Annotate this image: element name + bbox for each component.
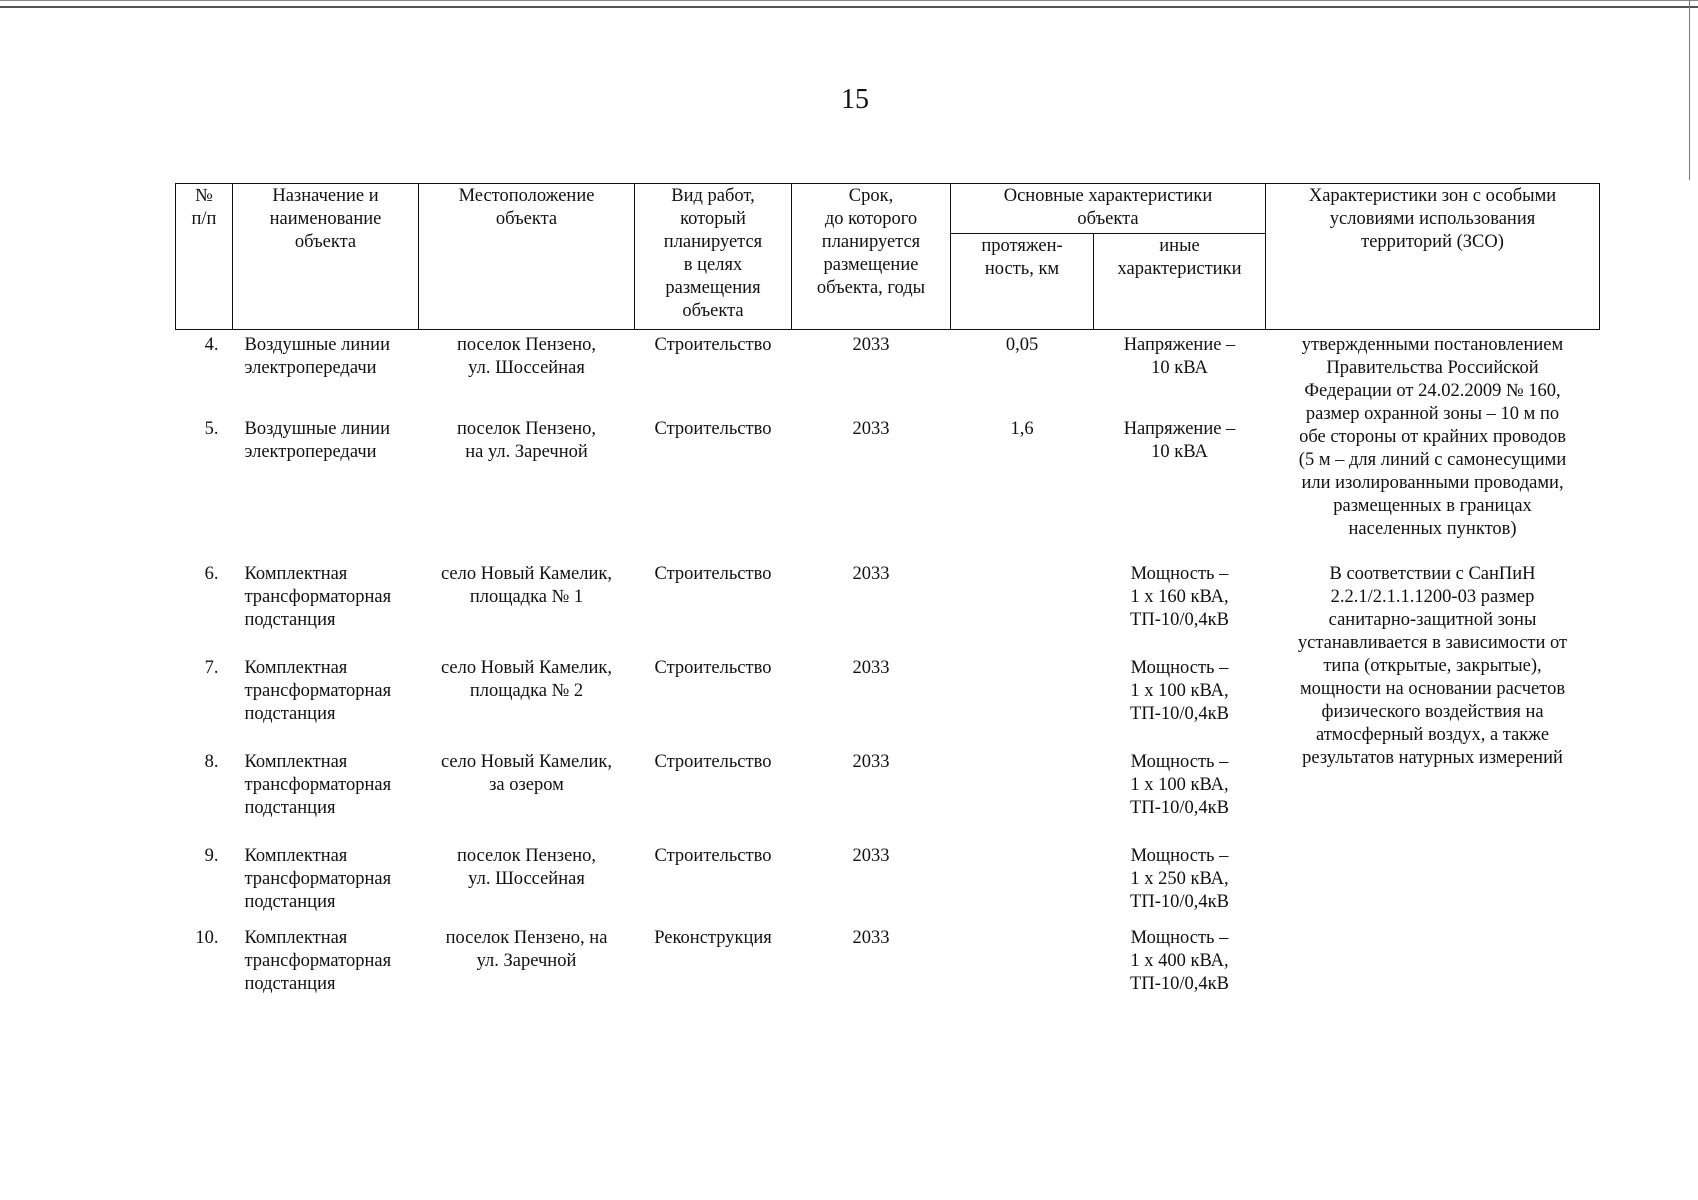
zone-substations: В соответствии с СанПиН 2.2.1/2.1.1.1200-03 размер санитарно-защитной зоны устанавливается в зависимости от типа (открытые, закрытые), мощности на основании расчетов физического воздействия на атмосферный воздух, а также результатов натурных измерений (1297, 563, 1568, 768)
row-other: Мощность – 1 х 100 кВА, ТП-10/0,4кВ (1130, 657, 1229, 724)
row-num: 4. (204, 335, 219, 355)
row-year: 2033 (852, 335, 890, 355)
page-number: 15 (841, 84, 869, 115)
header-other: иные характеристики (1094, 234, 1266, 330)
row-length (951, 751, 1094, 845)
row-num: 9. (204, 845, 219, 866)
row-length (951, 845, 1094, 927)
row-name: Комплектная трансформаторная подстанция (244, 751, 392, 818)
row-length: 1,6 (1010, 418, 1034, 439)
row-other: Мощность – 1 х 400 кВА, ТП-10/0,4кВ (1130, 927, 1229, 994)
scan-edge-right (1689, 0, 1690, 180)
header-term: Срок, до которого планируется размещение объекта, годы (792, 184, 951, 330)
row-name: Комплектная трансформаторная подстанция (244, 845, 392, 912)
row-length: 0,05 (1005, 335, 1039, 355)
table-row (176, 563, 1600, 657)
row-length (951, 563, 1094, 657)
row-num: 5. (204, 418, 219, 439)
row-location: поселок Пензено, на ул. Заречной (445, 927, 608, 971)
row-work-type: Строительство (654, 563, 772, 584)
row-year: 2033 (852, 751, 890, 772)
header-work-type: Вид работ, который планируется в целях размещения объекта (635, 184, 792, 330)
row-num: 10. (195, 927, 219, 948)
row-work-type: Строительство (654, 335, 772, 355)
header-num: № п/п (176, 184, 233, 330)
row-year: 2033 (852, 563, 890, 584)
row-other: Напряжение – 10 кВА (1123, 335, 1236, 378)
row-location: поселок Пензено, ул. Шоссейная (456, 335, 597, 378)
scan-line-top (0, 6, 1698, 8)
row-year: 2033 (852, 657, 890, 678)
row-location: село Новый Камелик, площадка № 2 (440, 657, 613, 701)
row-num: 8. (204, 751, 219, 772)
row-name: Комплектная трансформаторная подстанция (244, 563, 392, 630)
row-num: 7. (204, 657, 219, 678)
row-location: село Новый Камелик, площадка № 1 (440, 563, 613, 607)
row-length (951, 927, 1094, 1009)
table-body (176, 330, 1600, 1009)
row-name: Комплектная трансформаторная подстанция (244, 927, 392, 994)
row-location: поселок Пензено, на ул. Заречной (456, 418, 597, 462)
row-name: Воздушные линии электропередачи (244, 335, 390, 378)
table-row (176, 330, 1600, 418)
row-name: Комплектная трансформаторная подстанция (244, 657, 392, 724)
row-name: Воздушные линии электропередачи (244, 418, 390, 462)
row-num: 6. (204, 563, 219, 584)
row-work-type: Реконструкция (654, 927, 772, 948)
row-other: Мощность – 1 х 100 кВА, ТП-10/0,4кВ (1130, 751, 1229, 818)
objects-table (175, 183, 1600, 1009)
header-main-characteristics: Основные характеристики объекта (951, 184, 1266, 234)
row-work-type: Строительство (654, 657, 772, 678)
row-length (951, 657, 1094, 751)
row-year: 2033 (852, 927, 890, 948)
row-work-type: Строительство (654, 845, 772, 866)
row-work-type: Строительство (654, 418, 772, 439)
header-name: Назначение и наименование объекта (233, 184, 419, 330)
row-work-type: Строительство (654, 751, 772, 772)
table-header (176, 184, 1600, 330)
header-length: протяжен- ность, км (951, 234, 1094, 330)
row-year: 2033 (852, 845, 890, 866)
row-other: Мощность – 1 х 160 кВА, ТП-10/0,4кВ (1130, 563, 1229, 630)
header-location: Местоположение объекта (419, 184, 635, 330)
header-zone: Характеристики зон с особыми условиями использования территорий (ЗСО) (1266, 184, 1600, 330)
zone-power-lines: утвержденными постановлением Правительства Российской Федерации от 24.02.2009 № 160, размер охранной зоны – 10 м по обе стороны от крайних проводов (5 м – для линий с самонесущими или изолированными проводами, размещенных в границах населенных пунктов) (1298, 335, 1567, 539)
row-other: Мощность – 1 х 250 кВА, ТП-10/0,4кВ (1130, 845, 1229, 912)
row-other: Напряжение – 10 кВА (1123, 418, 1236, 462)
row-year: 2033 (852, 418, 890, 439)
row-location: село Новый Камелик, за озером (440, 751, 613, 795)
row-location: поселок Пензено, ул. Шоссейная (456, 845, 597, 889)
scan-edge-top (0, 0, 1698, 1)
